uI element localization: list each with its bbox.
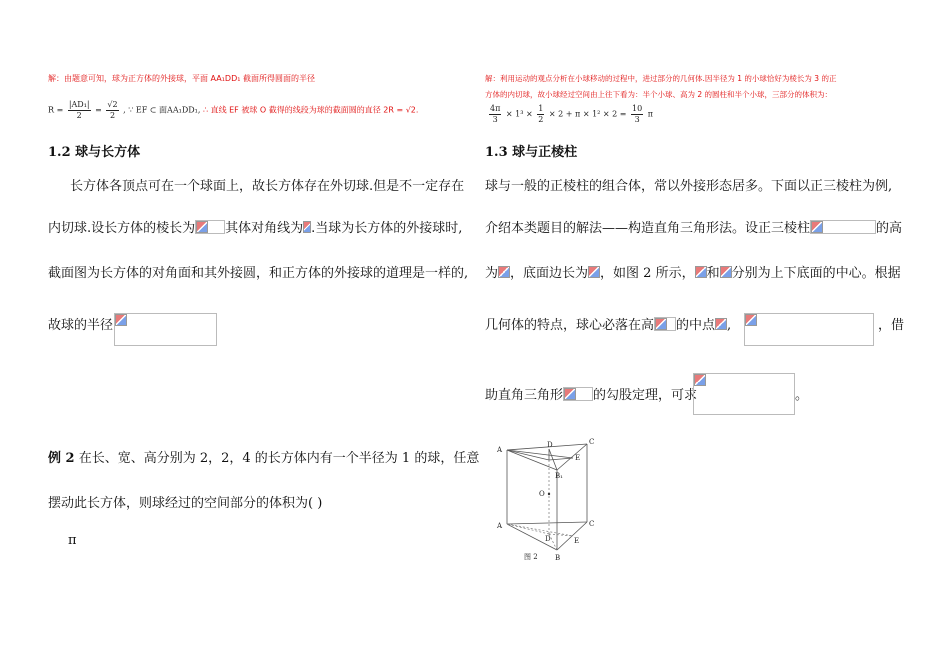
- fraction: $\frac{10}{3}$: [632, 104, 643, 124]
- formula-image: [654, 317, 676, 331]
- figure-caption: 图 2: [524, 553, 538, 561]
- vertex-label: O: [539, 490, 545, 498]
- image-placeholder-icon: [715, 318, 727, 330]
- paragraph-line: 几何体的特点，球心必落在高 的中点 ,: [485, 318, 732, 333]
- example-line: 例 2 在长、宽、高分别为 2，2，4 的长方体内有一个半径为 1 的球，任意: [48, 451, 480, 466]
- paragraph-line: 截面图为长方体的对角面和其外接圆，和正方体的外接球的道理是一样的,: [48, 266, 469, 281]
- fraction: $\frac{4\pi}{3}$: [490, 104, 501, 124]
- answer-blank: π: [68, 533, 77, 548]
- image-placeholder-icon: [588, 266, 600, 278]
- image-placeholder-icon: [811, 221, 823, 233]
- paragraph-line: 内切球.设长方体的棱长为 其体对角线为 .当球为长方体的外接球时,: [48, 221, 463, 236]
- image-placeholder-icon: [498, 266, 510, 278]
- section-heading: 1.2 球与长方体: [48, 145, 141, 160]
- vertex-label: B₁: [555, 472, 563, 480]
- fraction: $\frac{√2}{2}$: [107, 100, 118, 120]
- formula-image: [744, 313, 874, 346]
- image-placeholder-icon: [196, 221, 208, 233]
- fraction: $\frac{\text{|AD₁|}}{2}$: [68, 100, 90, 120]
- prism-figure: [495, 432, 610, 564]
- solution-line: 解：利用运动的观点分析在小球移动的过程中，进过部分的几何体.因半径为 1 的小球恰好为棱长为 3 的正: [485, 74, 837, 83]
- paragraph-line: ，借: [878, 318, 905, 333]
- image-placeholder-icon: [694, 374, 706, 386]
- vertex-label: E: [575, 454, 581, 462]
- vertex-label: C: [589, 438, 595, 446]
- vertex-label: E: [574, 537, 580, 545]
- solution-line: 解：由题意可知，球为正方体的外接球，平面 AA₁DD₁ 截面所得圆面的半径: [48, 74, 315, 83]
- formula-image: [114, 313, 217, 346]
- formula-image: [195, 220, 225, 234]
- vertex-label: A: [497, 522, 503, 530]
- paragraph-line: 球与一般的正棱柱的组合体，常以外接形态居多。下面以正三棱柱为例,: [485, 179, 893, 194]
- vertex-label: A: [497, 446, 503, 454]
- image-placeholder-icon: [655, 318, 667, 330]
- image-placeholder-icon: [720, 266, 732, 278]
- example-line: 摆动此长方体，则球经过的空间部分的体积为( ): [48, 496, 323, 511]
- paragraph-line: 助直角三角形 的勾股定理，可求: [485, 388, 698, 403]
- formula-image: [810, 220, 876, 234]
- vertex-label: D: [545, 535, 551, 543]
- solution-line: 方体的内切球，故小球经过空间由上往下看为：半个小球、高为 2 的圆柱和半个小球，三部分的体积为：: [485, 90, 833, 99]
- fraction: $\frac{1}{2}$: [538, 104, 544, 124]
- vertex-label: D: [547, 441, 553, 449]
- section-heading: 1.3 球与正棱柱: [485, 145, 578, 160]
- paragraph-line: 长方体各顶点可在一个球面上，故长方体存在外切球.但是不一定存在: [70, 179, 465, 194]
- image-placeholder-icon: [695, 266, 707, 278]
- paragraph-line: 。: [795, 388, 809, 403]
- formula-image: [563, 387, 593, 401]
- paragraph-line: 介绍本类题目的解法——构造直角三角形法。设正三棱柱 的高: [485, 221, 903, 236]
- paragraph-line: 为 ，底面边长为 ，如图 2 所示， 和 分别为上下底面的中心。根据: [485, 266, 901, 281]
- vertex-label: B: [555, 554, 561, 562]
- solution-formula: $\frac{4\pi}{3}$ × 1³ × $\frac{1}{2}$ × 2 + π × 1² × 2 = $\frac{10}{3}$ π: [490, 104, 654, 124]
- image-placeholder-icon: [115, 314, 127, 326]
- vertex-label: C: [589, 520, 595, 528]
- image-placeholder-icon: [303, 221, 311, 233]
- image-placeholder-icon: [745, 314, 757, 326]
- solution-formula: R = $\frac{\text{|AD₁|}}{2}$ = $\frac{√2}{2}$ , ∵ EF ⊂ 面AA₁DD₁, ∴ 直线 EF 被球 O 截得的线段为球的截面圆的直径 2R = √2.: [48, 100, 419, 120]
- formula-image: [693, 373, 795, 415]
- paragraph-line: 故球的半径: [48, 318, 114, 333]
- image-placeholder-icon: [564, 388, 576, 400]
